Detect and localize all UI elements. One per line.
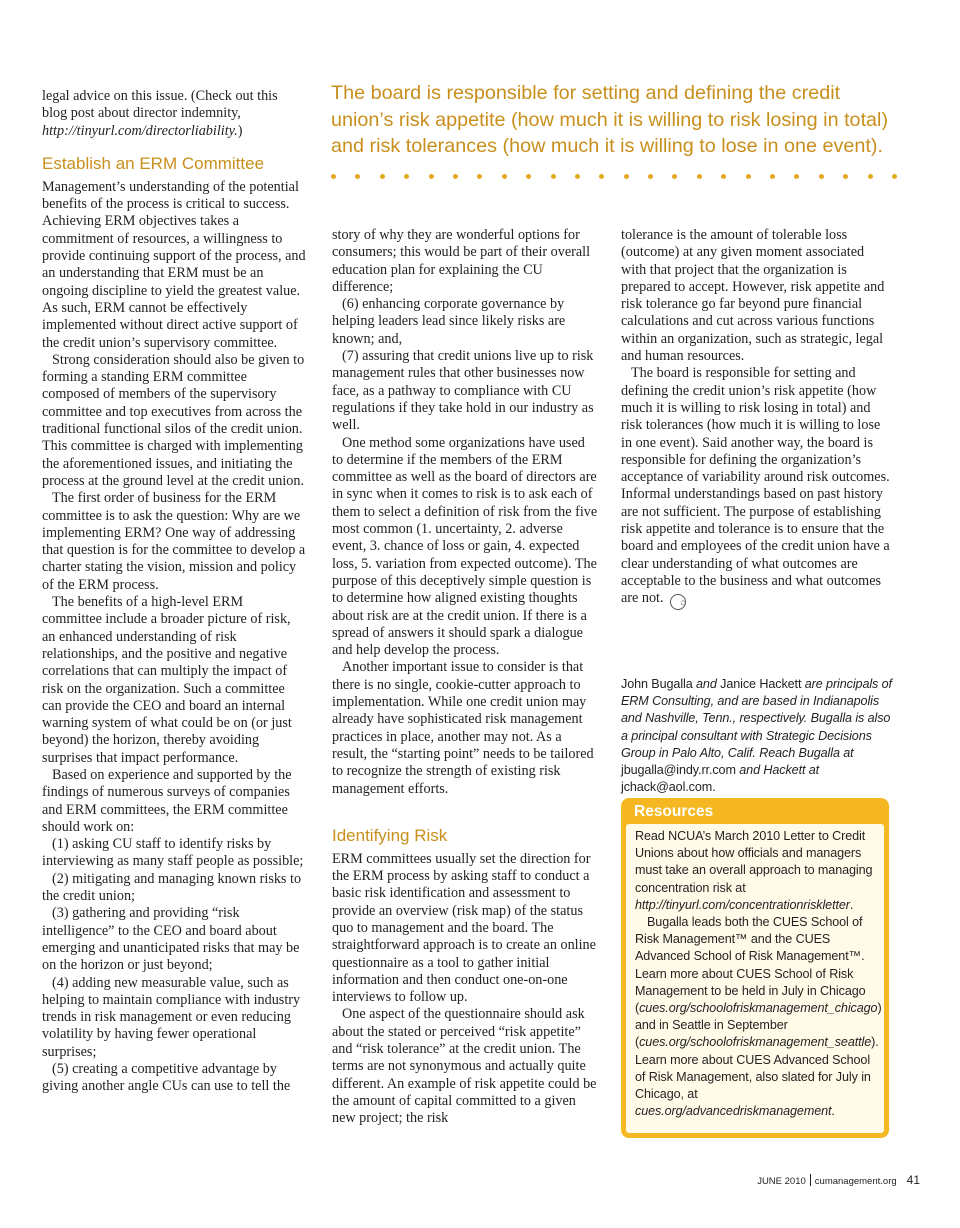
intro-paragraph: legal advice on this issue. (Check out this blog post about director indemnity, http://tinyurl.com/directorliability.) <box>42 88 278 139</box>
column-3 <box>621 227 891 610</box>
paragraph: Strong consideration should also be given to forming a standing ERM committee composed of members of the supervisory committee and top executives from across the traditional functional silos of the credit union. This committee is charged with implementing the aforementioned issues, and initiating the process at the ground level at the credit union. <box>42 351 305 489</box>
advanced-school-link[interactable]: cues.org/advancedriskmanagement <box>635 1104 832 1119</box>
heading-establish-erm: Establish an ERM Committee <box>42 153 265 173</box>
resources-paragraph: Bugalla leads both the CUES School of Risk Management™ and the CUES Advanced School of Risk Management™. Learn more about CUES School of Risk Management to be held in July in Chicago (cues.org/schoolofriskmanagement_chicago) and in Seattle in September (cues.org/schoolofriskmanagement_seattle). Learn more about CUES Advanced School of Risk Management, also slated for July in Chicago, at cues.org/advancedriskmanagement. <box>635 915 882 1119</box>
chicago-school-link[interactable]: cues.org/schoolofriskmanagement_chicago <box>639 1001 878 1016</box>
resources-body <box>626 824 884 1133</box>
issue-date: JUNE 2010 <box>757 1176 806 1187</box>
list-item: (3) gathering and providing “risk intelligence” to the CEO and board about emerging and unanticipated risks that may be on the horizon or just beyond; <box>42 905 300 974</box>
resources-box <box>621 798 889 1138</box>
paragraph: One aspect of the questionnaire should ask about the stated or perceived “risk appetite” and “risk tolerance” at the credit union. The terms are not synonymous and actually quite different. An example of risk appetite could be the amount of capital committed to a given new project; the risk <box>332 1006 597 1127</box>
paragraph: One method some organizations have used to determine if the members of the ERM committee as well as the board of directors are in sync when it comes to risk is to ask each of them to select a definition of risk from the five most common (1. uncertainty, 2. adverse event, 3. chance of loss or gain, 4. expected loss, 5. variation from expected outcome). The purpose of this deceptively simple question is to determine how aligned existing thoughts about risk are at the credit union. If there is a spread of answers it should spark a dialogue and help develop the process. <box>332 434 598 659</box>
list-item: (5) creating a competitive advantage by giving another angle CUs can use to tell the <box>42 1061 291 1095</box>
author-bio: John Bugalla and Janice Hackett are principals of ERM Consulting, and are based in Indianapolis and Nashville, Tenn., respectively. Bugalla is also a principal consultant with Strategic Decisions Group in Palo Alto, Calif. Reach Bugalla at jbugalla@indy.rr.com and Hackett at jchack@aol.com. <box>621 677 892 795</box>
site-name: cumanagement.org <box>814 1176 897 1187</box>
dotted-divider <box>331 168 897 184</box>
paragraph: The board is responsible for setting and defining the credit union’s risk appetite (how much it is willing to risk losing in total) and risk tolerances (how much it is willing to lose in one event). Said another way, the board is responsible for defining the organization’s acceptance of variability around risk outcomes. Informal understandings based on past history are not sufficient. The purpose of establishing risk appetite and tolerance is to ensure that the board and employees of the credit union have a clear understanding of what outcomes are acceptable to the business and what outcomes are not. ⌂ <box>621 365 891 610</box>
heading-identifying-risk: Identifying Risk <box>332 825 448 845</box>
seattle-school-link[interactable]: cues.org/schoolofriskmanagement_seattle <box>639 1035 872 1050</box>
pull-quote: The board is responsible for setting and defining the credit union’s risk appetite (how much it is willing to risk losing in total) and risk tolerances (how much it is willing to lose in one event). <box>331 82 889 157</box>
paragraph: tolerance is the amount of tolerable loss (outcome) at any given moment associated with that project that the organization is prepared to accept. However, risk appetite and risk tolerance go far beyond pure financial calculations and cut across various functions within an organization, such as strategic, legal and human resources. <box>621 227 885 365</box>
column-2 <box>332 227 598 1128</box>
list-item: (4) adding new measurable value, such as helping to maintain compliance with industry trends in risk management or even reducing volatility by having fewer operational surprises; <box>42 974 301 1060</box>
paragraph: story of why they are wonderful options for consumers; this would be part of their overall education plan for explaining the CU difference; <box>332 227 591 295</box>
paragraph: Another important issue to consider is that there is no single, cookie-cutter approach to implementation. While one credit union may already have sophisticated risk management practices in place, another may not. As a result, the “starting point” needs to be tailored to recognize the strength of existing risk management efforts. <box>332 659 594 797</box>
paragraph: The benefits of a high-level ERM committee include a broader picture of risk, an enhanced understanding of risk relationships, and the positive and negative correlations that can multiply the impact of risk on the organization. Such a committee can provide the CEO and board an internal warning system of what could be on (or just beyond) the horizon, thereby avoiding surprises that impact performance. <box>42 594 292 766</box>
list-item: (2) mitigating and managing known risks to the credit union; <box>42 870 302 905</box>
email-link[interactable]: jbugalla@indy.rr.com <box>621 763 736 778</box>
paragraph: ERM committees usually set the direction for the ERM process by asking staff to conduct a basic risk identification and assessment to provide an overview (risk map) of the status quo to management and the board. The straightforward approach is to create an online questionnaire as a tool to gather initial information and then conduct one-on-one interviews to follow up. <box>332 850 596 1006</box>
paragraph: Management’s understanding of the potential benefits of the process is critical to success. Achieving ERM objectives takes a commitment of resources, a willingness to provide continuing support of the process, and an understanding that ERM must be an ongoing discipline to yield the greatest value. As such, ERM cannot be effectively implemented without direct active support of the credit union’s supervisory committee. <box>42 178 306 351</box>
resources-title: Resources <box>634 803 714 820</box>
column-1 <box>42 88 306 1096</box>
list-item: (1) asking CU staff to identify risks by interviewing as many staff people as possible; <box>42 836 304 870</box>
list-item: (6) enhancing corporate governance by helping leaders lead since likely risks are known; and, <box>332 296 566 347</box>
end-mark-icon: ⌂ <box>670 594 686 610</box>
paragraph: The first order of business for the ERM committee is to ask the question: Why are we implementing ERM? One way of addressing that question is for the committee to develop a charter stating the vision, mission and policy of the ERM process. <box>42 490 306 593</box>
page-number: 41 <box>906 1173 920 1187</box>
paragraph: Based on experience and supported by the findings of numerous surveys of companies and ERM committees, the ERM committee should work on: <box>42 766 292 835</box>
page-footer <box>757 1173 920 1187</box>
resources-paragraph: Read NCUA’s March 2010 Letter to Credit Unions about how officials and managers must take an overall approach to managing concentration risk at http://tinyurl.com/concentrationriskletter. <box>635 829 873 912</box>
director-liability-link[interactable]: http://tinyurl.com/directorliability. <box>42 122 238 139</box>
list-item: (7) assuring that credit unions live up to risk management rules that other businesses now face, as a pathway to compliance with CU regulations if they take hold in our industry as well. <box>332 348 594 434</box>
email-link[interactable]: jchack@aol.com <box>621 780 713 795</box>
concentration-risk-link[interactable]: http://tinyurl.com/concentrationriskletter <box>635 897 850 912</box>
